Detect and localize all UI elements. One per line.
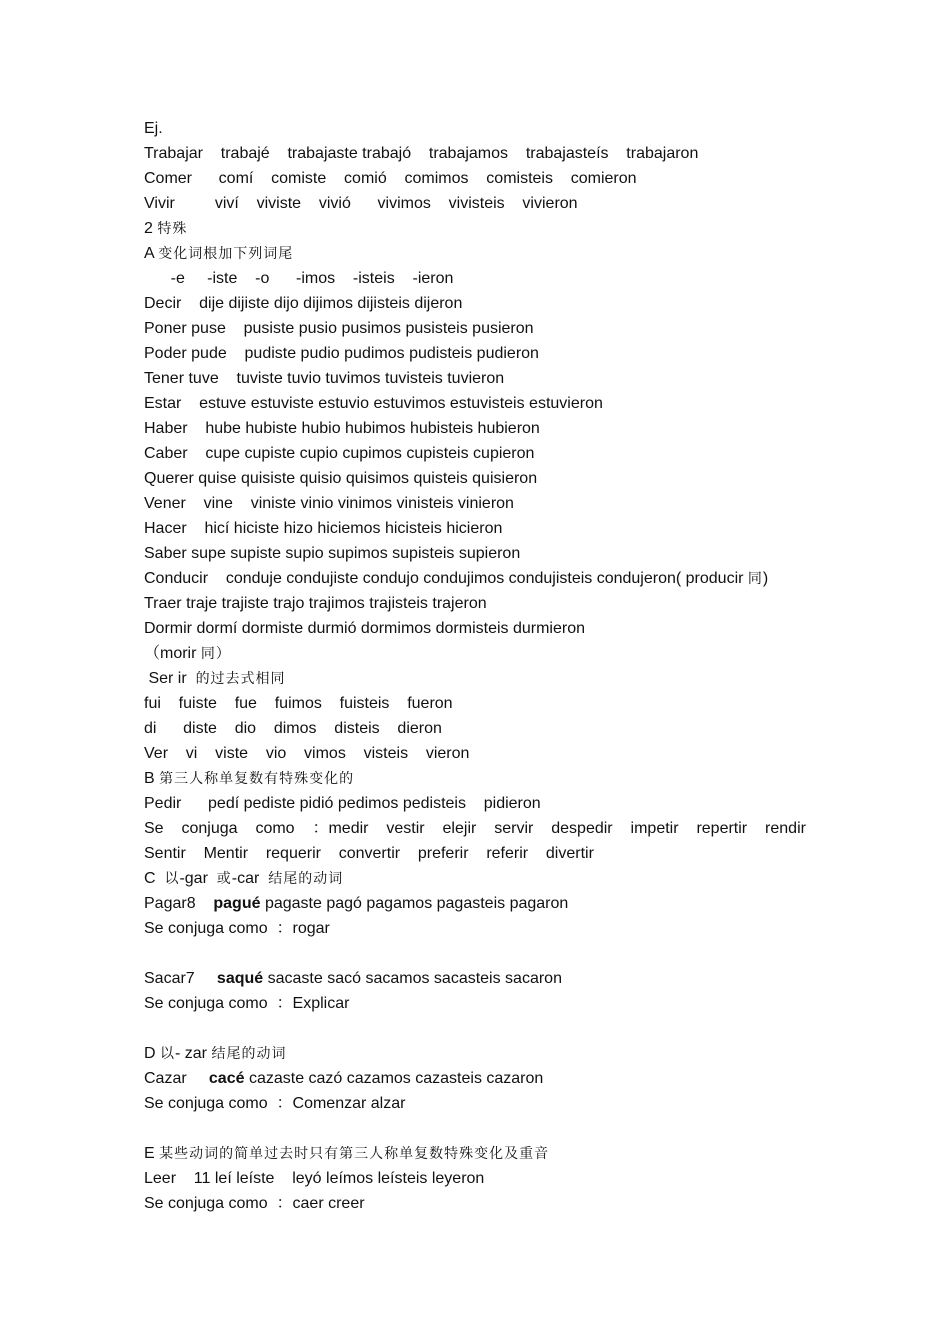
line-sentir: Sentir Mentir requerir convertir preferir referir divertir [144, 845, 594, 862]
line-saber: Saber supe supiste supio supimos supisteis supieron [144, 545, 521, 562]
line-vivir: Vivir viví viviste vivió vivimos vivisteis vivieron [144, 195, 578, 212]
heading-e-text: 某些动词的简单过去时只有第三人称单复数特殊变化及重音 [159, 1146, 550, 1162]
line-se-conjuga-explicar: Se conjuga como ：Explicar [144, 995, 350, 1012]
heading-e-letter: E [144, 1145, 160, 1162]
line-decir: Decir dije dijiste dijo dijimos dijisteis dijeron [144, 295, 463, 312]
sacar-post: sacaste sacó sacamos sacasteis sacaron [263, 970, 562, 987]
line-poner: Poner puse pusiste pusio pusimos pusisteis pusieron [144, 320, 534, 337]
ser-ir-note: 的过去式相同 [195, 671, 286, 687]
word: repertir [696, 820, 748, 837]
cazar-bold: cacé [208, 1070, 245, 1087]
sacar-bold: saqué [216, 970, 264, 987]
line-pagar [144, 891, 568, 916]
pagar-bold: pagué [213, 895, 261, 912]
heading-2-num: 2 [144, 220, 158, 237]
heading-b [144, 766, 354, 791]
heading-d-b: 以 [160, 1046, 175, 1062]
word: despedir [551, 820, 613, 837]
line-haber: Haber hube hubiste hubio hubimos hubisteis hubieron [144, 420, 540, 437]
line-dormir: Dormir dormí dormiste durmió dormimos dormisteis durmieron [144, 620, 585, 637]
line-caber: Caber cupe cupiste cupio cupimos cupisteis cupieron [144, 445, 535, 462]
line-leer: Leer 11 leí leíste leyó leímos leísteis leyeron [144, 1170, 485, 1187]
morir-note: 同） [200, 646, 231, 662]
heading-c-a: C [144, 870, 165, 887]
cazar-pre: Cazar [144, 1070, 209, 1087]
line-pedir: Pedir pedí pediste pidió pedimos pedisteis pidieron [144, 795, 541, 812]
conducir-text: Conducir conduje condujiste condujo condujimos condujisteis condujeron( producir [144, 570, 748, 587]
heading-a-text: 变化词根加下列词尾 [158, 246, 294, 262]
line-comer: Comer comí comiste comió comimos comisteis comieron [144, 170, 637, 187]
word: impetir [630, 820, 679, 837]
line-endings: -e -iste -o -imos -isteis -ieron [144, 270, 454, 287]
heading-a [144, 241, 293, 266]
heading-c-c: -gar [179, 870, 217, 887]
conducir-close: ) [762, 570, 769, 587]
heading-d-d: 结尾的动词 [211, 1046, 287, 1062]
line-se-conjuga-comenzar: Se conjuga como ：Comenzar alzar [144, 1095, 406, 1112]
pagar-post: pagaste pagó pagamos pagasteis pagaron [260, 895, 569, 912]
line-tener: Tener tuve tuviste tuvio tuvimos tuvisteis tuvieron [144, 370, 505, 387]
line-trabajar: Trabajar trabajé trabajaste trabajó trabajamos trabajasteís trabajaron [144, 145, 699, 162]
line-ser-ir [144, 666, 286, 691]
line-estar: Estar estuve estuviste estuvio estuvimos estuvisteis estuvieron [144, 395, 603, 412]
line-morir [144, 641, 231, 666]
heading-2-text: 特殊 [157, 221, 188, 237]
cazar-post: cazaste cazó cazamos cazasteis cazaron [244, 1070, 544, 1087]
heading-a-letter: A [144, 245, 159, 262]
line-ej: Ej. [144, 120, 163, 137]
morir-text: （morir [144, 645, 201, 662]
pagar-pre: Pagar8 [144, 895, 214, 912]
line-di: di diste dio dimos disteis dieron [144, 720, 442, 737]
heading-d [144, 1041, 286, 1066]
line-conducir [144, 566, 768, 591]
word: rendir [765, 820, 806, 837]
conducir-note: 同 [747, 571, 763, 587]
word: elejir [442, 820, 477, 837]
line-sacar [144, 966, 562, 991]
line-traer: Traer traje trajiste trajo trajimos trajisteis trajeron [144, 595, 487, 612]
ser-ir-text: Ser ir [144, 670, 196, 687]
heading-c-b: 以 [164, 871, 180, 887]
heading-e [144, 1141, 549, 1166]
word: conjuga [181, 820, 238, 837]
word: como [255, 820, 295, 837]
heading-d-a: D [144, 1045, 160, 1062]
heading-c [144, 866, 343, 891]
line-vener: Vener vine viniste vinio vinimos vinisteis vinieron [144, 495, 514, 512]
heading-c-e: -car [231, 870, 269, 887]
heading-d-c: - zar [175, 1045, 212, 1062]
word: servir [494, 820, 534, 837]
line-se-conjuga-rogar: Se conjuga como ：rogar [144, 920, 330, 937]
word: vestir [386, 820, 425, 837]
line-poder: Poder pude pudiste pudio pudimos pudisteis pudieron [144, 345, 539, 362]
line-se-conjuga-caer: Se conjuga como ：caer creer [144, 1195, 365, 1212]
heading-b-text: 第三人称单复数有特殊变化的 [159, 771, 355, 787]
heading-c-d: 或 [216, 871, 232, 887]
word: ：medir [312, 820, 369, 837]
line-hacer: Hacer hicí hiciste hizo hiciemos hicisteis hicieron [144, 520, 503, 537]
line-fui: fui fuiste fue fuimos fuisteis fueron [144, 695, 453, 712]
line-ver: Ver vi viste vio vimos visteis vieron [144, 745, 470, 762]
line-se-conjuga-medir [144, 816, 806, 841]
word: Se [144, 820, 164, 837]
heading-2 [144, 216, 187, 241]
line-querer: Querer quise quisiste quisio quisimos quisteis quisieron [144, 470, 538, 487]
sacar-pre: Sacar7 [144, 970, 217, 987]
heading-b-letter: B [144, 770, 160, 787]
line-cazar [144, 1066, 543, 1091]
heading-c-f: 结尾的动词 [268, 871, 344, 887]
